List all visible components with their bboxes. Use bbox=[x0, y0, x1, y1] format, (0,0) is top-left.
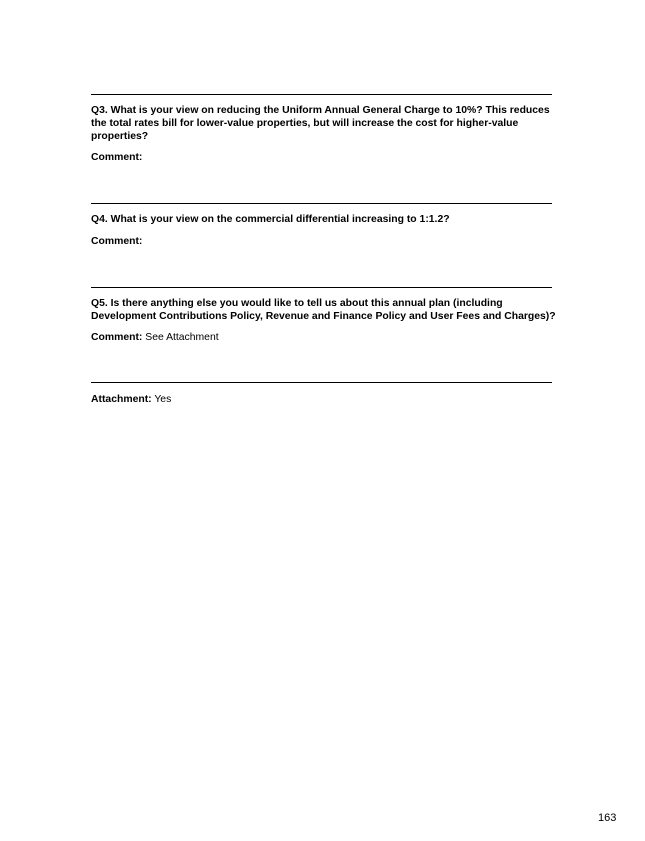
question-q4 bbox=[91, 213, 561, 248]
question-q3-comment bbox=[91, 151, 561, 164]
attachment-line bbox=[91, 393, 561, 406]
question-q5 bbox=[91, 297, 561, 344]
attachment-label: Attachment: bbox=[91, 394, 152, 405]
attachment-value: Yes bbox=[154, 394, 172, 405]
question-q4-text: Q4. What is your view on the commercial differential increasing to 1:1.2? bbox=[91, 214, 450, 225]
question-q3 bbox=[91, 104, 561, 164]
divider-q4 bbox=[91, 287, 552, 288]
question-q5-text: Q5. Is there anything else you would like to tell us about this annual plan (including Development Contributions Policy, Revenue and Finance Policy and User Fees and Charges)? bbox=[91, 298, 556, 322]
attachment-row bbox=[91, 393, 561, 406]
divider-q5 bbox=[91, 382, 552, 383]
question-q5-comment bbox=[91, 331, 561, 344]
question-q4-comment bbox=[91, 235, 561, 248]
comment-label: Comment: bbox=[91, 332, 143, 343]
comment-label: Comment: bbox=[91, 152, 143, 163]
comment-value: See Attachment bbox=[145, 332, 219, 343]
page-number: 163 bbox=[598, 812, 617, 824]
divider-q3 bbox=[91, 203, 552, 204]
question-q3-text: Q3. What is your view on reducing the Uniform Annual General Charge to 10%? This reduces the total rates bill for lower-value properties, but will increase the cost for higher-value properties? bbox=[91, 105, 550, 142]
divider-top bbox=[91, 94, 552, 95]
comment-label: Comment: bbox=[91, 236, 143, 247]
